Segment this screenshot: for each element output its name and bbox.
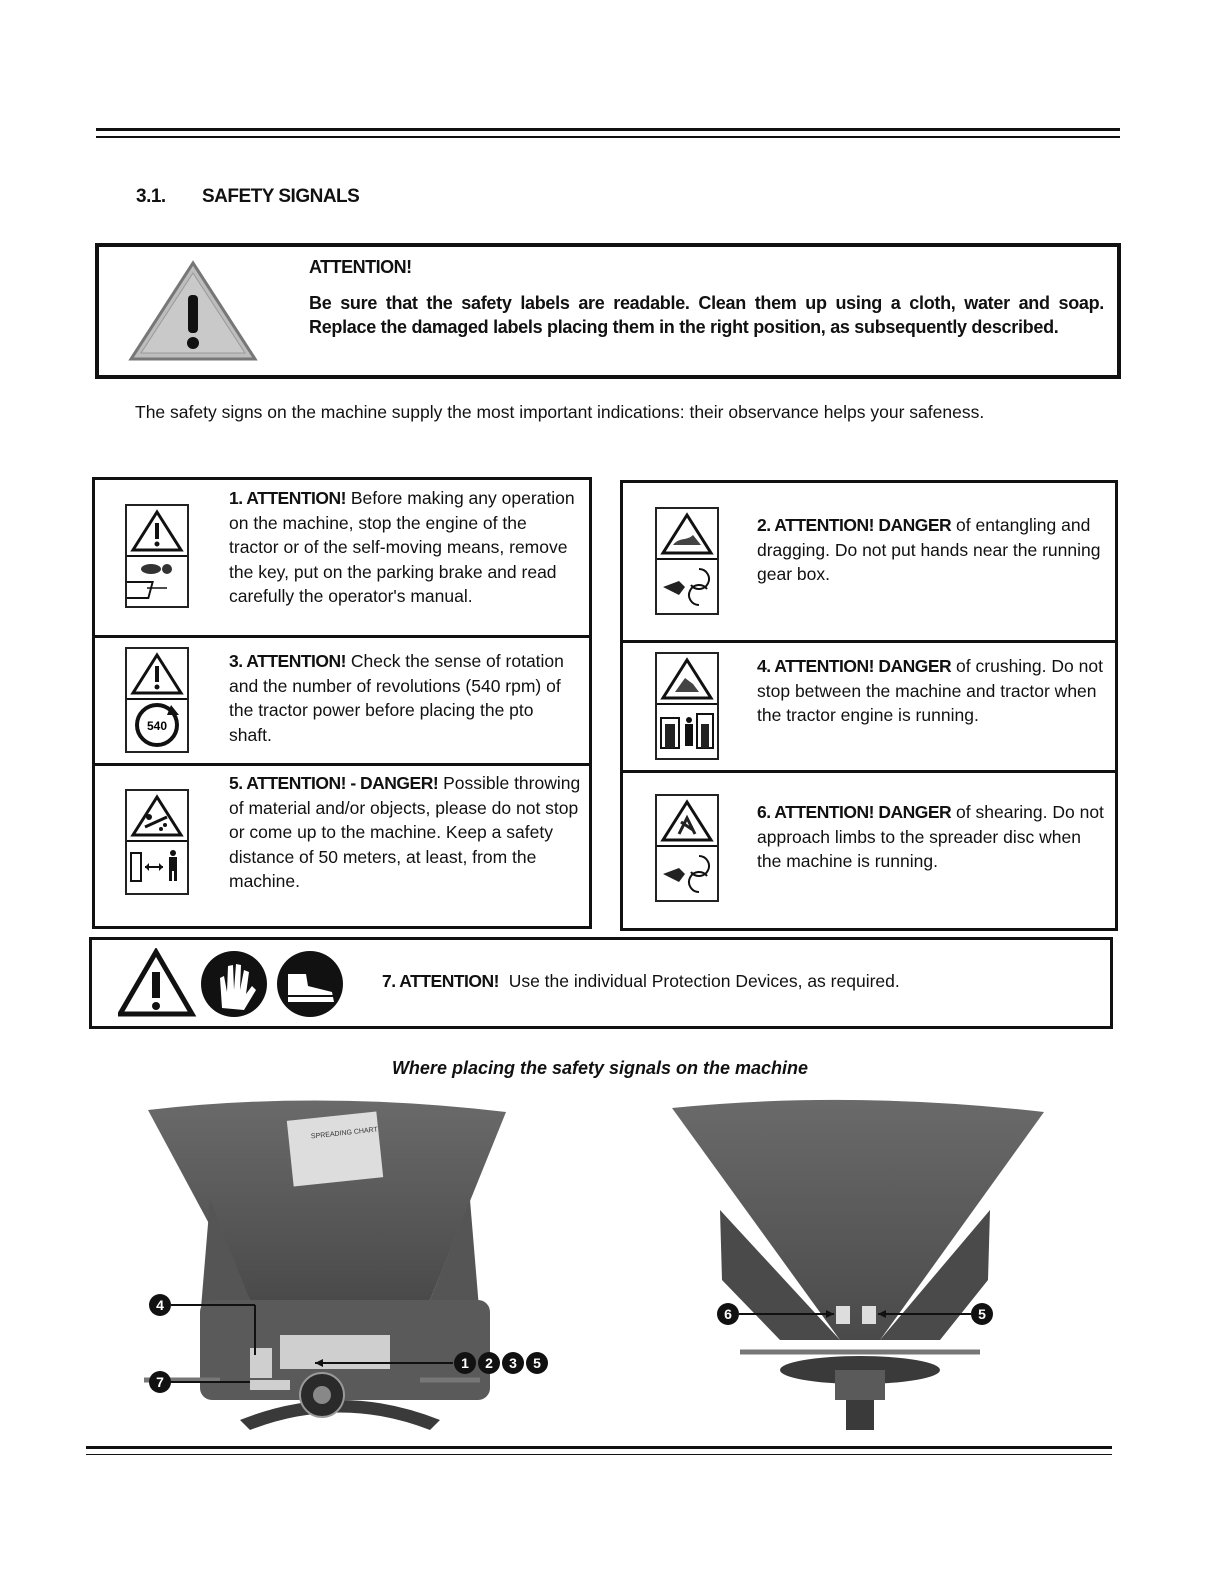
attention-body: Be sure that the safety labels are readable. Clean them up using a cloth, water and soap. Replace the damaged labels placing them in the right position, as subsequently described. <box>309 293 1104 337</box>
sign-text-2 <box>757 513 1107 587</box>
sign-body-4: of crushing. Do not stop between the machine and tractor when the tractor engine is running. <box>757 656 1103 725</box>
footer-rule <box>86 1446 1112 1449</box>
rpm-label: 540 <box>146 719 168 733</box>
ppe-text <box>382 971 900 992</box>
sign-text-4 <box>757 654 1107 728</box>
sign-text-3 <box>229 649 581 747</box>
thrown-objects-icon <box>127 791 187 893</box>
svg-text:4: 4 <box>156 1297 164 1313</box>
signs-column-right <box>620 480 1118 931</box>
sign-text-6 <box>757 800 1107 874</box>
sign-pictogram-4 <box>655 652 719 760</box>
sign-body-6: of shearing. Do not approach limbs to the spreader disc when the machine is running. <box>757 802 1104 871</box>
sign-cell-1 <box>95 480 589 638</box>
figure-caption <box>0 1058 1224 1079</box>
sign-cell-3 <box>95 635 589 766</box>
sign-text-5 <box>229 771 581 894</box>
ppe-icons <box>118 948 348 1018</box>
sign-head-6: 6. ATTENTION! DANGER <box>757 802 952 822</box>
attention-heading: ATTENTION! <box>309 257 412 277</box>
sign-cell-4 <box>623 640 1115 773</box>
attention-box <box>95 243 1121 379</box>
section-number: 3.1. <box>136 186 166 207</box>
machine-front-photo <box>140 1090 580 1440</box>
sign-body-1: Before making any operation on the machine, stop the engine of the tractor or of the self-moving means, remove the key, put on the parking brake and read carefully the operator's manual. <box>229 488 575 606</box>
warning-triangle-icon <box>120 952 192 1014</box>
intro-text: The safety signs on the machine supply the most important indications: their observance helps your safeness. <box>135 402 985 422</box>
sign-pictogram-2 <box>655 507 719 615</box>
sign-pictogram-6 <box>655 794 719 902</box>
sign-pictogram-5 <box>125 789 189 895</box>
ppe-body: Use the individual Protection Devices, as required. <box>508 971 900 991</box>
sign-cell-2 <box>623 483 1115 643</box>
gloves-icon <box>201 951 267 1017</box>
shearing-icon <box>657 796 717 900</box>
section-title: SAFETY SIGNALS <box>202 186 360 207</box>
svg-text:7: 7 <box>156 1374 164 1390</box>
svg-text:2: 2 <box>485 1355 493 1371</box>
sign-head-4: 4. ATTENTION! DANGER <box>757 656 952 676</box>
sign-body-5: Possible throwing of material and/or objects, please do not stop or come up to the machine. Keep a safety distance of 50 meters, at least, from the machine. <box>229 773 581 891</box>
ppe-head: 7. ATTENTION! <box>382 971 499 991</box>
header-rule-thin <box>96 136 1120 138</box>
sign-pictogram-3 <box>125 647 189 753</box>
sign-text-1 <box>229 486 581 609</box>
sign-body-2: of entangling and dragging. Do not put hands near the running gear box. <box>757 515 1101 584</box>
entanglement-icon <box>657 509 717 613</box>
sign-head-2: 2. ATTENTION! DANGER <box>757 515 952 535</box>
svg-text:5: 5 <box>978 1306 986 1322</box>
svg-text:3: 3 <box>509 1355 517 1371</box>
svg-text:5: 5 <box>533 1355 541 1371</box>
warning-manual-icon <box>127 506 187 606</box>
svg-text:1: 1 <box>461 1355 469 1371</box>
warning-triangle-icon <box>127 257 259 367</box>
footer-rule-thin <box>86 1454 1112 1455</box>
signs-column-left <box>92 477 592 929</box>
ppe-box <box>89 937 1113 1029</box>
sign-cell-6 <box>623 770 1115 922</box>
caption-text: Where placing the safety signals on the machine <box>391 1058 809 1078</box>
sign-body-3: Check the sense of rotation and the number of revolutions (540 rpm) of the tractor power before placing the pto shaft. <box>229 651 564 745</box>
sign-head-3: 3. ATTENTION! <box>229 651 346 671</box>
section-heading <box>136 186 359 208</box>
sign-head-1: 1. ATTENTION! <box>229 488 346 508</box>
sign-head-5: 5. ATTENTION! - DANGER! <box>229 773 439 793</box>
safety-boots-icon <box>277 951 343 1017</box>
sign-cell-5 <box>95 763 589 920</box>
machine-rear-photo <box>660 1090 1060 1440</box>
sign-pictogram-1 <box>125 504 189 608</box>
spreading-chart-label: SPREADING CHART <box>310 1126 379 1141</box>
crushing-icon <box>657 654 717 758</box>
header-rule <box>96 128 1120 131</box>
rotation-540-icon <box>127 649 187 751</box>
svg-text:6: 6 <box>724 1306 732 1322</box>
